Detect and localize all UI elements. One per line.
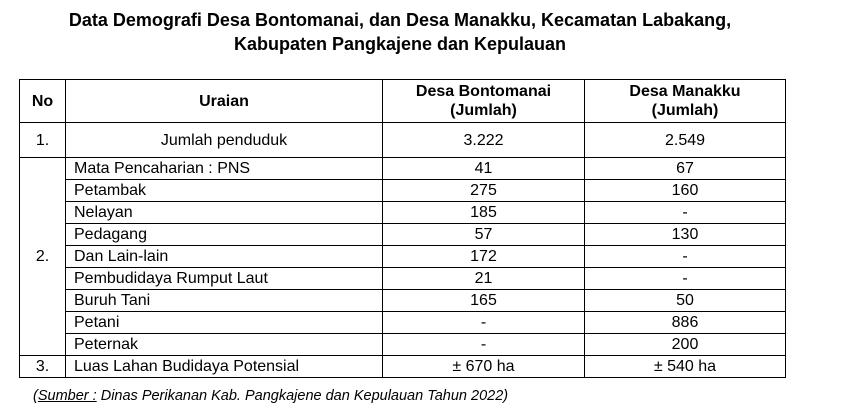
value-bontomanai: 57: [383, 224, 585, 246]
header-bontomanai-line1: Desa Bontomanai: [415, 83, 552, 100]
header-manakku-line1: Desa Manakku: [629, 83, 741, 100]
value-bontomanai: 3.222: [383, 123, 585, 158]
header-uraian: Uraian: [66, 80, 383, 123]
header-bontomanai-line2: (Jumlah): [450, 102, 517, 119]
value-bontomanai: 41: [383, 158, 585, 180]
row-label: Jumlah penduduk: [66, 123, 383, 158]
header-manakku-line2: (Jumlah): [651, 102, 719, 119]
table-row: [20, 224, 786, 246]
row-number: 3.: [20, 356, 66, 378]
demographic-table: [19, 79, 786, 378]
row-label: Nelayan: [66, 202, 383, 224]
table-row: [20, 246, 786, 268]
value-bontomanai: -: [383, 312, 585, 334]
value-manakku: 886: [585, 312, 786, 334]
value-bontomanai: ± 670 ha: [383, 356, 585, 378]
value-manakku: 130: [585, 224, 786, 246]
table-row: [20, 123, 786, 158]
value-manakku: 200: [585, 334, 786, 356]
table-row: [20, 180, 786, 202]
row-label: Petambak: [66, 180, 383, 202]
value-manakku: 50: [585, 290, 786, 312]
header-no: No: [20, 80, 66, 123]
row-number: 1.: [20, 123, 66, 158]
value-manakku: 160: [585, 180, 786, 202]
row-number: 2.: [20, 158, 66, 356]
value-manakku: 2.549: [585, 123, 786, 158]
row-label: Petani: [66, 312, 383, 334]
row-label: Pembudidaya Rumput Laut: [66, 268, 383, 290]
table-row: [20, 268, 786, 290]
value-manakku: ± 540 ha: [585, 356, 786, 378]
value-manakku: -: [585, 202, 786, 224]
value-bontomanai: 275: [383, 180, 585, 202]
row-label: Peternak: [66, 334, 383, 356]
table-header-row: [20, 80, 786, 123]
document-title: [0, 8, 800, 56]
table-row: [20, 202, 786, 224]
table-row: [20, 312, 786, 334]
value-manakku: 67: [585, 158, 786, 180]
title-line-1: Data Demografi Desa Bontomanai, dan Desa Manakku, Kecamatan Labakang,: [68, 10, 732, 30]
title-line-2: Kabupaten Pangkajene dan Kepulauan: [233, 34, 567, 54]
value-bontomanai: 172: [383, 246, 585, 268]
source-label: Sumber :: [37, 388, 97, 404]
source-open-paren: (: [33, 388, 38, 404]
value-bontomanai: 165: [383, 290, 585, 312]
table-row: [20, 290, 786, 312]
header-bontomanai: [383, 80, 585, 123]
value-manakku: -: [585, 268, 786, 290]
source-text: Dinas Perikanan Kab. Pangkajene dan Kepulauan Tahun 2022): [96, 388, 509, 404]
table-row: [20, 334, 786, 356]
header-manakku: [585, 80, 786, 123]
value-bontomanai: -: [383, 334, 585, 356]
row-label: Mata Pencaharian : PNS: [66, 158, 383, 180]
source-note: [33, 388, 508, 404]
value-manakku: -: [585, 246, 786, 268]
row-label: Dan Lain-lain: [66, 246, 383, 268]
table-row: [20, 158, 786, 180]
row-label: Luas Lahan Budidaya Potensial: [66, 356, 383, 378]
table-row: [20, 356, 786, 378]
value-bontomanai: 185: [383, 202, 585, 224]
row-label: Buruh Tani: [66, 290, 383, 312]
row-label: Pedagang: [66, 224, 383, 246]
value-bontomanai: 21: [383, 268, 585, 290]
